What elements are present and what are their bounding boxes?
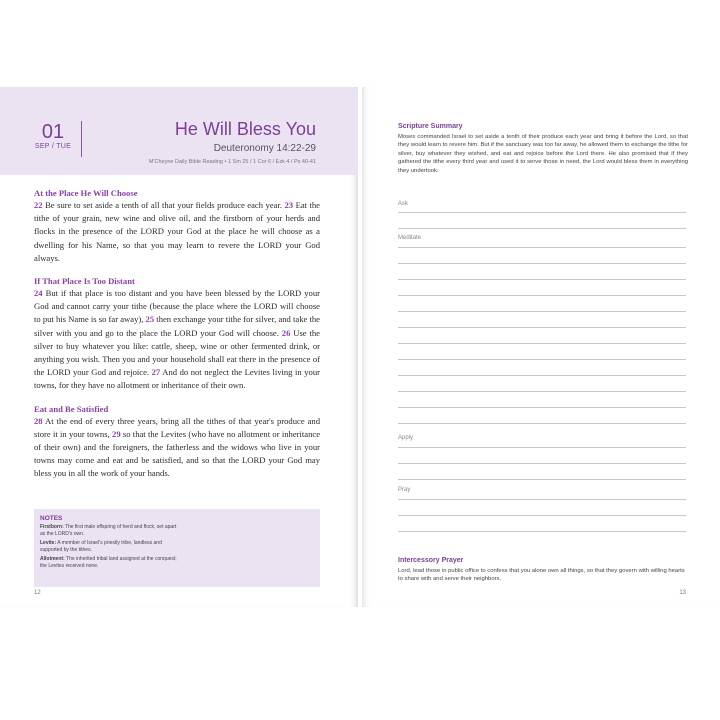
- meditate-line[interactable]: [398, 247, 686, 248]
- meditate-line[interactable]: [398, 423, 686, 424]
- summary-text: Moses commanded Israel to set aside a tenth of their produce each year and bring it before the Lord, so that they would learn to revere him. But if the sanctuary was too far away, he allowed them to exchange the tithe for silver, buy whatever they wished, and eat and rejoice before the Lord there. He also promised that if they gathered the tithe every third year and used it to serve those in need, the Lord would bless them in everything they undertook.: [398, 134, 688, 174]
- prayer-text: Lord, lead those in public office to confess that you alone own all things, so that they govern with willing hearts to share with and serve their neighbors.: [398, 568, 685, 583]
- page-number-left: 12: [34, 590, 41, 596]
- meditate-line[interactable]: [398, 263, 686, 264]
- section: [34, 403, 320, 481]
- verse-number: 26: [281, 327, 291, 338]
- verse-number: 22: [34, 200, 43, 210]
- note-term: Allotment:: [40, 556, 65, 563]
- note-term: Levite:: [40, 540, 57, 547]
- section-text: [34, 415, 320, 481]
- note-definition: A member of Israel's priestly tribe, landless and supported by the tithes.: [40, 540, 162, 553]
- notes-box: [34, 509, 320, 587]
- scripture-reference: Deuteronomy 14:22-29: [213, 143, 316, 154]
- page-title: He Will Bless You: [174, 119, 316, 139]
- note-definition: The first male offspring of herd and flock, set apart as the LORD's own.: [40, 524, 177, 537]
- meditate-line[interactable]: [398, 327, 686, 328]
- apply-line[interactable]: [398, 479, 686, 480]
- meditate-line[interactable]: [398, 375, 686, 376]
- meditate-line[interactable]: [398, 359, 686, 360]
- pray-line[interactable]: [398, 531, 686, 532]
- reading-plan: M'Cheyne Daily Bible Reading • 1 Sm 25 / 1 Cor 6 / Ezk 4 / Ps 40-41: [148, 159, 316, 165]
- right-page: [362, 87, 720, 607]
- note-item: [40, 556, 180, 569]
- verse-text: Use the silver to buy whatever you like: cattle, sheep, wine or other fermented drink, or anything you wish. Then you and your household shall eat there in the presence of the LORD your God and rejoice.: [34, 327, 320, 378]
- notes-heading: NOTES: [40, 515, 63, 522]
- prayer-heading: Intercessory Prayer: [398, 557, 464, 564]
- verse-number: 27: [151, 367, 161, 378]
- verse-number: 28: [34, 415, 43, 426]
- section-text: [34, 199, 320, 265]
- section-heading: Eat and Be Satisfied: [34, 403, 109, 414]
- note-term: Firstborn:: [40, 524, 64, 530]
- meditate-label: Meditate: [398, 235, 422, 241]
- verse-text: Eat the tithe of your grain, new wine and olive oil, and the firstborn of your herds and flocks in the presence of the LORD your God at the place he will choose as a dwelling for his Name, so that you may learn to revere the LORD your God always.: [34, 200, 321, 263]
- verse-text: Be sure to set aside a tenth of all that your fields produce each year.: [42, 200, 285, 210]
- meditate-line[interactable]: [398, 311, 686, 312]
- pray-label: Pray: [398, 487, 411, 493]
- note-definition: The inherited tribal land assigned at the conquest; the Levites received none.: [40, 556, 177, 569]
- day-number: 01: [41, 121, 65, 143]
- summary-heading: Scripture Summary: [398, 123, 463, 130]
- meditate-line[interactable]: [398, 391, 686, 392]
- date-divider: [81, 121, 82, 157]
- pray-line[interactable]: [398, 515, 686, 516]
- section: [34, 187, 320, 265]
- verse-number: 29: [112, 428, 121, 439]
- verse-number: 24: [34, 288, 43, 299]
- verse-text: And do not neglect the Levites living in your towns, for they have no allotment or inheritance of their own.: [34, 367, 320, 391]
- meditate-line[interactable]: [398, 343, 686, 344]
- verse-text: so that the Levites (who have no allotment or inheritance of their own) and the foreigners, the fatherless and the widows who live in your towns may come and eat and be satisfied, and so that the LORD your God may bless you in all the work of your hands.: [34, 428, 321, 479]
- scripture-body: [34, 187, 320, 491]
- meditate-line[interactable]: [398, 279, 686, 280]
- left-page: [0, 87, 358, 607]
- ask-label: Ask: [398, 201, 409, 207]
- apply-label: Apply: [398, 435, 414, 441]
- apply-line[interactable]: [398, 463, 686, 464]
- meditate-line[interactable]: [398, 407, 686, 408]
- page-number-right: 13: [679, 590, 686, 596]
- note-item: [40, 524, 180, 537]
- pray-line[interactable]: [398, 499, 686, 500]
- day-header: [0, 87, 358, 175]
- verse-text: At the end of every three years, bring all the tithes of that year's produce and store it in your towns,: [34, 415, 320, 439]
- section-text: [34, 287, 320, 393]
- verse-text: then exchange your tithe for silver, and take the silver with you and go to the place the LORD your God will choose.: [34, 314, 320, 338]
- meditate-line[interactable]: [398, 295, 686, 296]
- ask-line[interactable]: [398, 228, 686, 229]
- date-block: [28, 121, 78, 150]
- ask-line[interactable]: [398, 212, 686, 213]
- verse-number: 23: [284, 200, 294, 210]
- day-of-week: SEP / TUE: [34, 143, 72, 150]
- section-heading: At the Place He Will Choose: [34, 188, 138, 198]
- section-heading: If That Place Is Too Distant: [34, 276, 135, 287]
- apply-line[interactable]: [398, 447, 686, 448]
- verse-text: But if that place is too distant and you have been blessed by the LORD your God and cannot carry your tithe (because the place where the LORD will choose to put his Name is so far away),: [34, 288, 320, 325]
- note-item: [40, 540, 180, 553]
- verse-number: 25: [145, 314, 155, 325]
- section: [34, 275, 320, 393]
